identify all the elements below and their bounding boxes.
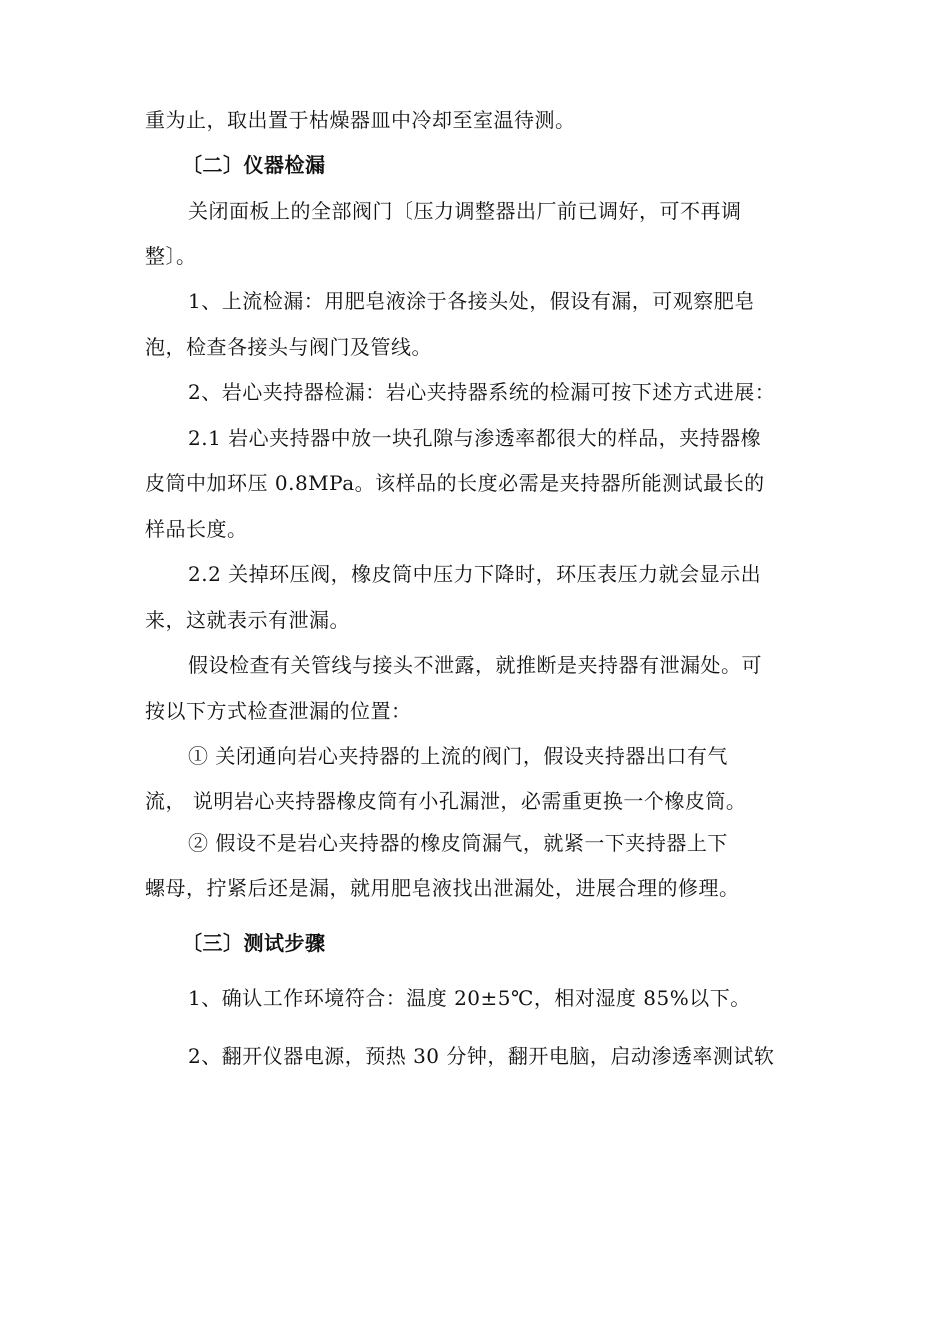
paragraph-line: 整〕。 xyxy=(145,244,197,268)
paragraph-line: 假设检查有关管线与接头不泄露，就推断是夹持器有泄漏处。可 xyxy=(188,653,762,677)
paragraph-line: 流， 说明岩心夹持器橡皮筒有小孔漏泄，必需重更换一个橡皮筒。 xyxy=(145,789,747,813)
paragraph-line: 2.2 关掉环压阀，橡皮筒中压力下降时，环压表压力就会显示出 xyxy=(188,562,762,586)
paragraph-line: 来，这就表示有泄漏。 xyxy=(145,608,350,632)
paragraph-line: 关闭面板上的全部阀门〔压力调整器出厂前已调好，可不再调 xyxy=(188,199,742,223)
paragraph-line: 1、上流检漏：用肥皂液涂于各接头处，假设有漏，可观察肥皂 xyxy=(188,289,755,313)
section-heading-test-steps: 〔三〕测试步骤 xyxy=(182,931,326,955)
paragraph-line: ① 关闭通向岩心夹持器的上流的阀门，假设夹持器出口有气 xyxy=(188,744,728,768)
paragraph-line: 样品长度。 xyxy=(145,517,248,541)
section-heading-instrument-leak-check: 〔二〕仪器检漏 xyxy=(182,153,326,177)
paragraph-line: 按以下方式检查泄漏的位置： xyxy=(145,699,412,723)
paragraph-line: ② 假设不是岩心夹持器的橡皮筒漏气，就紧一下夹持器上下 xyxy=(188,831,728,855)
paragraph-line: 皮筒中加环压 0.8MPa。该样品的长度必需是夹持器所能测试最长的 xyxy=(145,471,765,495)
paragraph-line: 2.1 岩心夹持器中放一块孔隙与渗透率都很大的样品，夹持器橡 xyxy=(188,426,762,450)
paragraph-line: 1、确认工作环境符合：温度 20±5℃，相对湿度 85%以下。 xyxy=(188,986,751,1010)
paragraph-line: 2、岩心夹持器检漏：岩心夹持器系统的检漏可按下述方式进展： xyxy=(188,380,776,404)
paragraph-line: 泡，检查各接头与阀门及管线。 xyxy=(145,335,432,359)
paragraph-line: 螺母，拧紧后还是漏，就用肥皂液找出泄漏处，进展合理的修理。 xyxy=(145,876,740,900)
paragraph-line: 重为止，取出置于枯燥器皿中冷却至室温待测。 xyxy=(145,108,576,132)
paragraph-line: 2、翻开仪器电源，预热 30 分钟，翻开电脑，启动渗透率测试软 xyxy=(188,1044,775,1068)
